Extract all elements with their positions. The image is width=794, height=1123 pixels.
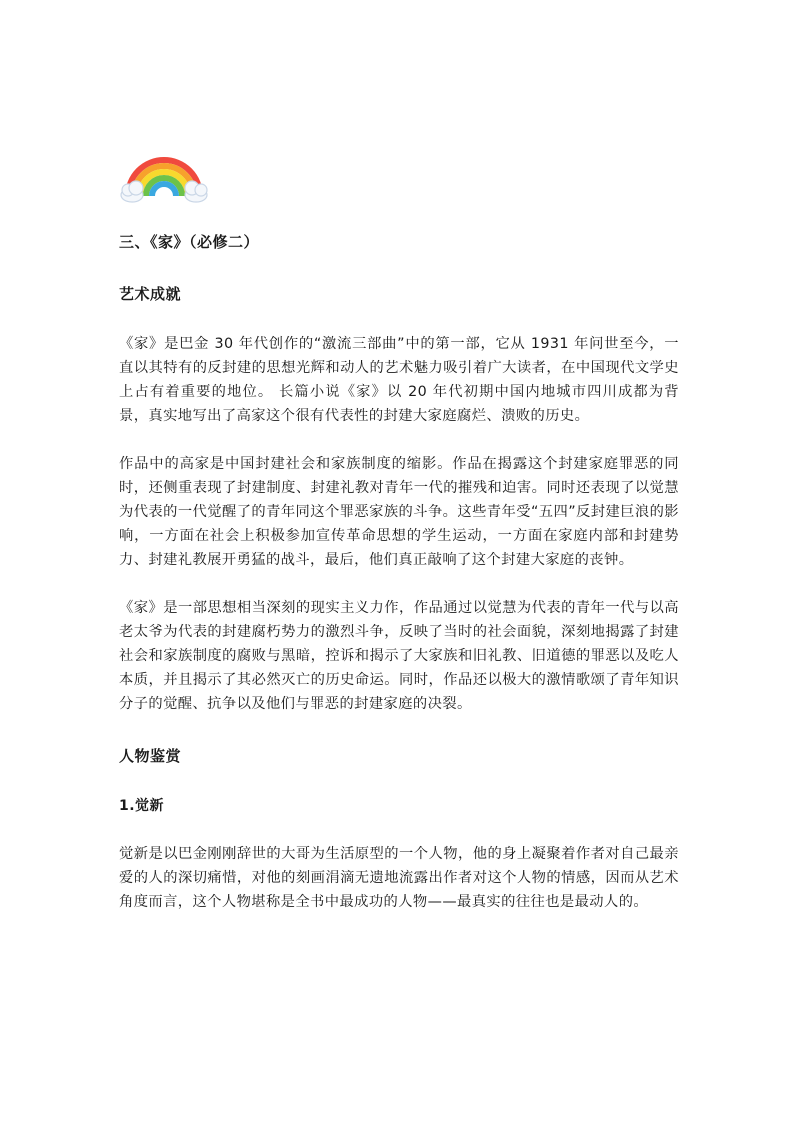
document-body <box>119 226 679 914</box>
art-paragraph: 作品中的高家是中国封建社会和家族制度的缩影。作品在揭露这个封建家庭罪恶的同时，还侧重表现了封建制度、封建礼教对青年一代的摧残和迫害。同时还表现了以觉慧为代表的一代觉醒了的青年同这个罪恶家族的斗争。这些青年受“五四”反封建巨浪的影响，一方面在社会上积极参加宣传革命思想的学生运动，一方面在家庭内部和封建势力、封建礼教展开勇猛的战斗，最后，他们真正敲响了这个封建大家庭的丧钟。 <box>119 456 679 568</box>
art-paragraph: 《家》是一部思想相当深刻的现实主义力作，作品通过以觉慧为代表的青年一代与以高老太爷为代表的封建腐朽势力的激烈斗争，反映了当时的社会面貌，深刻地揭露了封建社会和家族制度的腐败与黑暗，控诉和揭示了大家族和旧礼教、旧道德的罪恶以及吃人本质，并且揭示了其必然灭亡的历史命运。同时，作品还以极大的激情歌颂了青年知识分子的觉醒、抗争以及他们与罪恶的封建家庭的决裂。 <box>119 600 679 712</box>
character-paragraph: 觉新是以巴金刚刚辞世的大哥为生活原型的一个人物，他的身上凝聚着作者对自己最亲爱的人的深切痛惜，对他的刻画涓滴无遗地流露出作者对这个人物的情感，因而从艺术角度而言，这个人物堪称是全书中最成功的人物——最真实的往往也是最动人的。 <box>119 846 679 910</box>
rainbow-icon <box>118 148 210 204</box>
character-subheading: 1.觉新 <box>119 798 165 814</box>
character-appreciation-heading: 人物鉴赏 <box>119 747 182 765</box>
art-achievement-heading: 艺术成就 <box>119 285 182 303</box>
art-paragraph: 《家》是巴金 30 年代创作的“激流三部曲”中的第一部，它从 1931 年问世至今，一直以其特有的反封建的思想光辉和动人的艺术魅力吸引着广大读者，在中国现代文学史上占有着重要的地位。 长篇小说《家》以 20 年代初期中国内地城市四川成都为背景，真实地写出了高家这个很有代表性的封建大家庭腐烂、溃败的历史。 <box>119 336 679 424</box>
section-title: 三、《家》（必修二） <box>119 233 260 251</box>
